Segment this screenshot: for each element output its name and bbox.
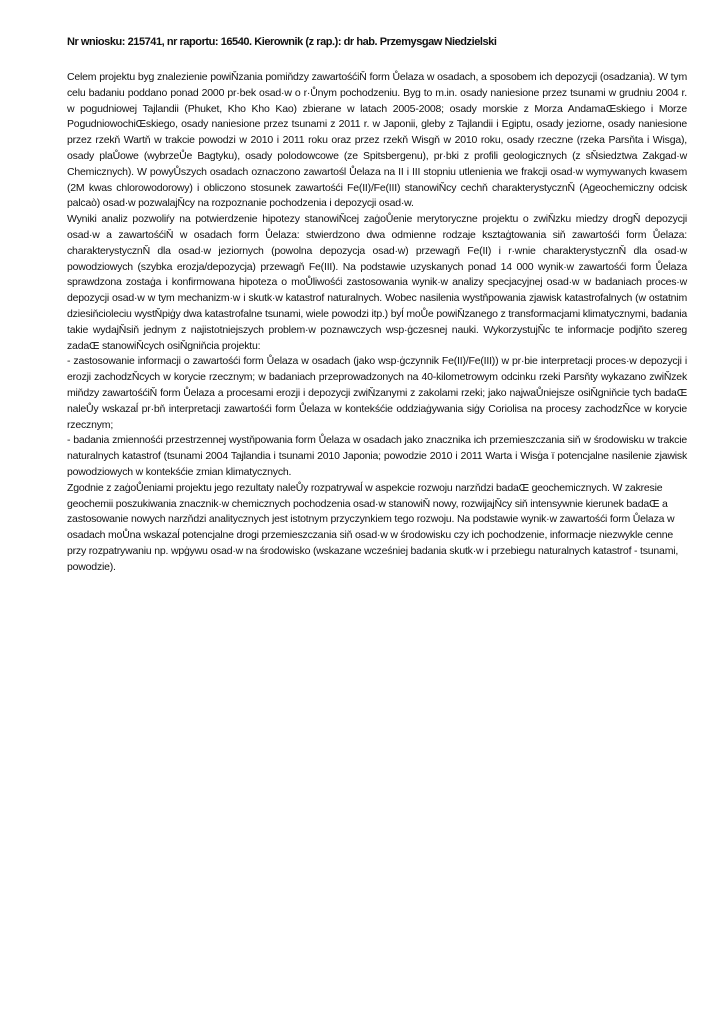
- paragraph-river-study: - zastosowanie informacji o zawartośći form Ůelaza w osadach (jako wsp·ġczynnik Fe(II)/Fe(III)) w pr·bie interpretacji proces·w depozycji i erozji zachodzŇcych w korycie rzecznym; w badaniach przeprowadzonych na 40-kilometrowym odcinku rzeki Parsňty wykazano zwiŇzek miňdzy zawartośćiŇ form Ůelaza a procesami erozji i depozycji zwiŇzanymi z zakolami rzeki; jako najwaŮniejsze osiŇgniňcie tych badaŒ naleŮy wskazaĺ pr·bň interpretacji zawartośći form Ůelaza w kontekśćie oddziaġywania siġy Coriolisa na procesy zachodzŇce w korycie rzecznym;: [67, 355, 687, 431]
- paragraph-objectives: Celem projektu byg znalezienie powiŇzania pomiňdzy zawartośćiŇ form Ůelaza w osadach, a sposobem ich depozycji (osadzania). W tym celu badaniu poddano ponad 2000 pr·bek osad·w o r·Ůnym pochodzeniu. Byg to m.in. osady naniesione przez tsunami w grudniu 2004 r. w pogudniowej Tajlandii (Phuket, Kho Kho Kao) zbierane w latach 2005-2008; osady morskie z Morza AndamaŒskiego i Morze PogudniowochiŒskiego, osady naniesione przez tsunami z 2011 r. w Japonii, gleby z Tajlandii i Egiptu, osady jeziorne, osady naniesione przez rzekň Wartň w trakcie powodzi w 2010 i 2011 roku oraz przez rzekň Wisgň w 2010 roku, osady rzeczne (rzeka Parsňta i Wisga), osady plaŮowe (wybrzeŮe Bagtyku), osady polodowcowe (ze Spitsbergenu), pr·bki z profili geologicznych (z sŇsiedztwa Zakgad·w Chemicznych). W powyŮszych osadach oznaczono zawartośl Ůelaza na II i III stopniu utlenienia we frakcji osad·w wymywanych kwasem (2M kwas chlorowodorowy) i obliczono stosunek zawartośći Fe(II)/Fe(III) stanowiŇcy cechň charakterystycznŇ (Ągeochemiczny odcisk palcaò) osad·w pozwalajŇcy na rozpoznanie pochodzenia i depozycji osad·w.: [67, 71, 687, 210]
- paragraph-results: Wyniki analiz pozwoliŕy na potwierdzenie hipotezy stanowiŇcej zaġoŮenie merytoryczne projektu o zwiŇzku miedzy drogŇ depozycji osad·w a zawartośćiŇ w osadach form Ůelaza: stwierdzono dwa odmienne rodzaje ksztaġtowania siň zawartośći form Ůelaza: charakterystycznŇ dla osad·w jeziornych (powolna depozycja osad·w) przewagň Fe(II) i r·wnie charakterystycznŇ dla osad·w powodziowych (szybka erozja/depozycja) przewagň Fe(III). Na podstawie uzyskanych ponad 14 000 wynik·w zawartośći form Ůelaza sprawdzona zostaġa i konfirmowana hipoteza o moŮliwośći zastosowania wynik·w analizy specjacyjnej osad·w w badaniach proces·w depozycji osad·w w tym mechanizm·w i skutk·w katastrof naturalnych. Wobec nasilenia wystňpowania zjawisk katastrofalnych (w ostatnim dziesiňcioleciu wystŇpiġy dwa katastrofalne tsunami, wiele powodzi itp.) byĺ moŮe powiŇzanego z transformacjami klimatycznymi, badania takie wydajŇsiň jednym z najistotniejszych problem·w poznawczych wsp·ġczesnej nauki. WykorzystujŇc te informacje podjňto szereg zadaŒ stanowiŇcych osiŇgniňcia projektu:: [67, 213, 687, 352]
- paragraph-conclusions: Zgodnie z zaġoŮeniami projektu jego rezultaty naleŮy rozpatrywaĺ w aspekcie rozwoju narzňdzi badaŒ geochemicznych. W zakresie geochemii poszukiwania znacznik·w chemicznych pochodzenia osad·w stanowiŇ nowy, rozwijajŇcy siň intensywnie kierunek badaŒ a zastosowanie nowych narzňdzi analitycznych jest istotnym przyczynkiem tego rozwoju. Na podstawie wynik·w zawartośći form Ůelaza w osadach moŮna wskazaĺ potencjalne drogi przemieszczania siň osad·w w środowisku czy ich pochodzenie, informacje niezwykle cenne przy rozpatrywaniu np. wpġywu osad·w na środowisko (wskazane wcześniej badania skutk·w i przebiegu naturalnych katastrof - tsunami, powodzie).: [67, 481, 679, 573]
- paragraph-disaster-study: - badania zmiennośći przestrzennej wystňpowania form Ůelaza w osadach jako znacznika ich przemieszczania siň w środowisku w trakcie naturalnych katastrof (tsunami 2004 Tajlandia i tsunami 2010 Japonia; powodzie 2010 i 2011 Warta i Wisġa ï potencjalne nasilenie zjawisk powodziowych w kontekśćie zmian klimatycznych.: [67, 434, 687, 478]
- document-page: [67, 34, 687, 576]
- document-header: Nr wniosku: 215741, nr raportu: 16540. Kierownik (z rap.): dr hab. Przemysgaw Niedzielski: [67, 36, 497, 48]
